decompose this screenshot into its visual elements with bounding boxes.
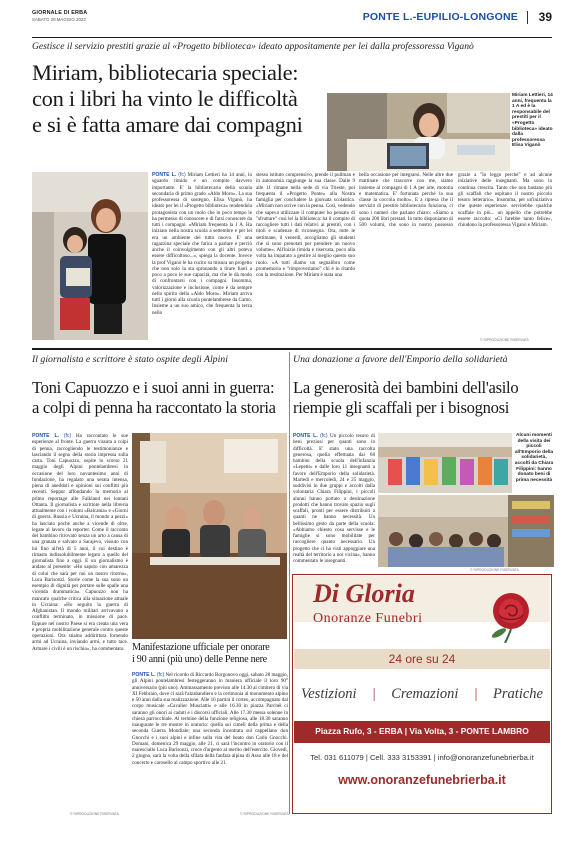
story4-headline-line2: i 90 anni (più uno) delle Penne nere <box>132 654 267 665</box>
capuozzo-event-image <box>132 433 287 639</box>
ad-contacts: Tel. 031 611079 | Cell. 333 3153391 | info@onoranzefunebrierba.it <box>310 753 534 762</box>
story4-dateline: PONTE L. <box>132 672 156 678</box>
ad-hours: 24 ore su 24 <box>388 652 456 666</box>
story1-text-1: Miriam Lettieri ha 14 anni, lo sguardo timido e un compito davvero importante. E' la bibliotecaria della scuola secondaria di primo grado «Aldo Moro». La sua professoressa di sostegno, Elisa Viganò, ha ideato per lei il «Progetto biblioteca» rendendola protagonista con un ruolo che in poco tempo le ha permesso di conoscere e di farsi conoscere da tutti i compagni. «Miriam frequenta la 1 A. Ha iniziato nella nostra scuola a settembre e per lei era un ambiente del tutto nuovo. E' una ragazzina speciale che fatica a parlare e perciò anche il coinvolgimento con gli altri poteva essere difficoltoso...», spiega la docente. Invece la prof Viganò le ha cucito su misura un progetto che non solo la sta spronando a tirare fuori a poco a poco le sue capacità, ma che le dà modo di confrontarsi con i compagni. Insomma, valorizzazione e inclusione, come è da sempre nello spirito della «Aldo Moro». Miriam arriva tutti i giorni alla scuola pontelambrese da Camo. Insieme a un suo amico, che frequenta la terza nello <box>152 172 252 316</box>
story1-headline <box>32 60 322 138</box>
story3-headline <box>293 378 553 418</box>
story2-photo <box>132 433 287 639</box>
story3-photo-caption: Alcuni momenti della visita dei piccoli all'Emporio della solidarietà, accolti da Chiara Filippini: hanno donato beni di prima necessità <box>514 433 554 483</box>
ad-subtitle: Onoranze Funebri <box>313 611 423 626</box>
story3-credit: © RIPRODUZIONE RISERVATA <box>470 568 519 572</box>
service-separator: | <box>371 685 376 702</box>
funeral-advertisement <box>292 574 552 814</box>
story3-photo-bottom <box>378 495 554 567</box>
story2-headline-line2: a colpi di penna ha raccontato la storia <box>32 398 276 417</box>
top-rule <box>32 37 552 38</box>
story1-headline-line1: Miriam, bibliotecaria speciale: <box>32 60 299 85</box>
story3-dateline: PONTE L. <box>293 433 318 439</box>
story2-text: Ha raccontato le sue esperienze al fronte. La guerra vissuta a colpi di penna, raccogliendo le testimonianze e lasciando il segno della storia impressa sulla carta. Toni Capuozzo, ospite lo scorso 21 maggio degli Alpini pontelambresi in occasione del loro novantesimo anni di fondazione, ha regalato una serata intensa, piena di aneddoti e opinioni sui conflitti più recenti. Seppur affondando la memoria al primo reportage alle Falkland nei lontani Ottanta. Il giornalista e scrittore nella libreria attualmente con i volumi «Balcania» e «Giorni di guerra. Russia e Ucraina, il mondo a pezzi» ha lasciato poche anche a vicende di oltre, legate al lavoro da reporter. Come il racconto del bambino ritrovato senza un arto a causa di una granata e salvato a Sarajevo, vissuto con lui fino all'età di 5 anni, il cui destino è rimasto indissolubilmente legato a quello del giornalista fino a oggi. E un giornalismo è andato al presente: «Ho saputo con amarezza di colui che sarà per noi un nostro ritorno», Luca Barisonzi. Storie come la sua sono un esempio di dignità per portare sulle spalle una vicenda drammatica». Capuozzo non ha mancato qualche critica alla situazione attuale in Ucraina: «Ho seguito la guerra di Afghanistan. Il mondo militari arrivavano a conflitto terminato, in missione di pace. Eppure nel nostro Paese si era creata una vera e propria mobilitazione generale contro queste operazioni. Ora stiamo addirittura fornendo armi ad Ucraina, inviando armi, e tutto tace. Armare i civili è un rischio», ha commentato. <box>32 433 128 652</box>
ad-website: www.onoranzefunebrierba.it <box>338 773 506 787</box>
story1-headline-line2: con i libri ha vinto le difficoltà <box>32 86 298 111</box>
story1-headline-line3: e si è fatta amare dai compagni <box>32 112 303 137</box>
girl-at-computer-image <box>327 93 510 171</box>
story2-dateline: PONTE L. <box>32 433 60 439</box>
story4-credit: © RIPRODUZIONE RISERVATA <box>240 812 289 816</box>
section-divider <box>527 11 528 24</box>
children-donation-image <box>378 433 512 493</box>
column-divider <box>289 352 290 814</box>
story1-dateline: PONTE L. <box>152 172 177 178</box>
story2-headline-line1: Toni Capuozzo e i suoi anni in guerra: <box>32 378 275 397</box>
service-separator: | <box>473 685 478 702</box>
story3-kicker: Una donazione a favore dell'Emporio della solidarietà <box>293 354 508 365</box>
children-at-emporio-image <box>378 495 554 567</box>
story3-tag: (fc) <box>320 433 328 439</box>
story1-column-3 <box>359 172 552 336</box>
story4-column <box>132 672 288 810</box>
masthead <box>32 10 552 32</box>
rose-icon <box>479 583 543 643</box>
story4-tag: (fc) <box>156 672 165 678</box>
teacher-and-student-image <box>32 172 148 340</box>
ad-address: Piazza Rufo, 3 - ERBA | Via Volta, 3 - PONTE LAMBRO <box>315 726 529 736</box>
story2-kicker: Il giornalista e scrittore è stato ospite degli Alpini <box>32 354 228 365</box>
story1-photo-computer <box>327 93 510 171</box>
story1-column-1 <box>152 172 252 342</box>
story2-headline <box>32 378 288 418</box>
story1-tag: (fc) <box>178 172 186 178</box>
ad-service-2: Cremazioni <box>391 685 459 702</box>
section-rule <box>32 348 552 350</box>
story3-headline-line1: La generosità dei bambini dell'asilo <box>293 378 519 397</box>
story1-photo-portrait <box>32 172 148 340</box>
story4-headline <box>132 642 288 666</box>
story1-credit: © RIPRODUZIONE RISERVATA <box>480 338 529 342</box>
story3-column <box>293 433 375 567</box>
story2-column <box>32 433 128 809</box>
story1-column-2 <box>256 172 355 342</box>
issue-date: SABATO 28 MAGGIO 2022 <box>32 17 86 22</box>
section-title: PONTE L.-EUPILIO-LONGONE <box>362 11 518 23</box>
story1-text-3: bella occasione per integrarsi. Nelle altre due mattinate che trascorre con me, siamo insieme al compagni di 1 A per arte, motoria e matematica. E' fortunata perché la sua classe la coccola molto». E a ripresa che il servizio di prestito bibliotecario funziona, ci sono i numeri che parlano chiaro: «Siamo a quota 200 libri prestati. In tutto disponiamo di 500 volumi, che sono in nostro possesso grazie a "Io leggo perché" e ad alcune iniziative delle insegnanti. Ma sono in continua crescita. Tanto che non bastano più gli scaffali che ospitano il nostro piccolo tesoro letterario». Insomma, per un'iniziativa che queste esperienze. servirebbe qualche scaffale in più... un appello che potrebbe essere raccolto: «Ci farebbe tanto felice», chiudono la professoressa Viganò e Miriam. <box>359 172 552 228</box>
story2-credit: © RIPRODUZIONE RISERVATA <box>70 812 119 816</box>
story3-photo-top <box>378 433 512 493</box>
story2-tag: (fc) <box>63 433 72 439</box>
newspaper-name: GIORNALE DI ERBA <box>32 10 88 16</box>
story1-kicker: Gestisce il servizio prestiti grazie al «Progetto biblioteca» ideato appositamente per lei dalla professoressa Viganò <box>32 41 474 52</box>
story4-headline-line1: Manifestazione ufficiale per onorare <box>132 642 270 653</box>
ad-services <box>301 677 543 711</box>
page-number: 39 <box>538 10 552 24</box>
ad-service-3: Pratiche <box>493 685 543 702</box>
ad-service-1: Vestizioni <box>301 685 357 702</box>
story3-headline-line2: riempie gli scaffali per i bisognosi <box>293 398 510 417</box>
story1-photo-caption: Miriam Lettieri, 14 anni, frequenta la 1 A ed è la responsabile del prestiti per il «Progetto biblioteca» ideato dalla professoressa Elisa Viganò <box>512 93 553 149</box>
story1-text-2: stesso istituto comprensivo, prende il pullman e in autonomia raggiunge la sua classe. Dalle 9 alle 11 rimane nella sede di via Trieste, poi frequenta il «Progetto Ponte» alla Nostra famiglia per concludere la giornata scolastica. «Miriam non scrive con la penna. Così, vedendo che sapeva utilizzare il computer ho pensato di "sfruttare" così lei la biblioteca: ha il compito di raccogliere tutti i dati relativi ai prestiti, con i titoli e scadenze di riconsegna. Ora, tutte le settimane, il venerdì, accogliamo gli studenti che si sono prenotati per prendere un nuovo volume». All'inizio timida e riservata, poco alla volta ha imparato a gestire al meglio questo suo ruolo. «A tutti diamo un segnalibro come promemoria e "rimproveriamo" chi è in ritardo con la restituzione. Per Miriam è stata una <box>256 172 355 278</box>
story3-text: Un piccolo tesoro di beni preziosi per quanti sono in difficoltà. E' stato una raccolta generosa, quella effettuata dai 68 bambini della scuola dell'infanzia «Lepetit» e dalle loro 11 insegnanti a favore dell'Emporio della solidarietà. Martedì e mercoledì, 24 e 25 maggio, suddivisi in due gruppi e accolti dalla volontaria Chiara Filippini, i piccoli alunni hanno portato a destinazione prodotti che hanno trovato spazio sugli scaffali, pronti per essere distribuiti a quanti ne hanno necessità. Un bellissimo gesto da parte della scuola: «Abbiamo chiesto cosa servisse e le famiglie si sono mobilitate per raccogliere quanto necessario. Un progetto che ci ha visti appoggiare una realtà del territorio a noi vicina», hanno commentato le insegnanti. <box>293 433 375 564</box>
story4-text: Nel ricordo di Riccardo Borgonovo oggi, sabato 28 maggio, gli Alpini pontelambresi festeggeranno in maniera ufficiale il loro 90° anniversario (più uno). Ammassamento previsto alle 14.30 al cimitero di via XI Febbraio, dove ci sarà l'alzabandiero e la cerimonia al monumento alpino e 50 anni dalla sua realizzazione. Alle 16 partirà il corteo, accompagnato dal corpo musicale «Cavalier Musciatti» e alle 16.30 in piazza Parchéi ci saranno gli onori ai caduti e i discorsi ufficiali. Alle 17.30 messa solenne in chiesa parrocchiale. Al termine della funzione religiosa, alle 18.30 saranno inaugurate le tre mostre in oratorio: quella sui cimeli della prima e della seconda Guerra Mondiale; una seconda incentrata sul cappellano don Gnocchi e i suoi alpini e infine sulla vita del beato don Carlo Gnocchi. Domani, domenica 29 maggio, alle 21, ci sarà l'incontro in oratorio con il maresciallo Luca Barisonzi, croce d'argento al merito dell'esercito. Giovedì, 2 giugno, sarà la volta della sfilata della fanfara alpina di Asso alle 18 e del concerto e carosello al campo sportivo alle 21. <box>132 672 288 766</box>
ad-brand: Di Gloria <box>313 579 415 608</box>
